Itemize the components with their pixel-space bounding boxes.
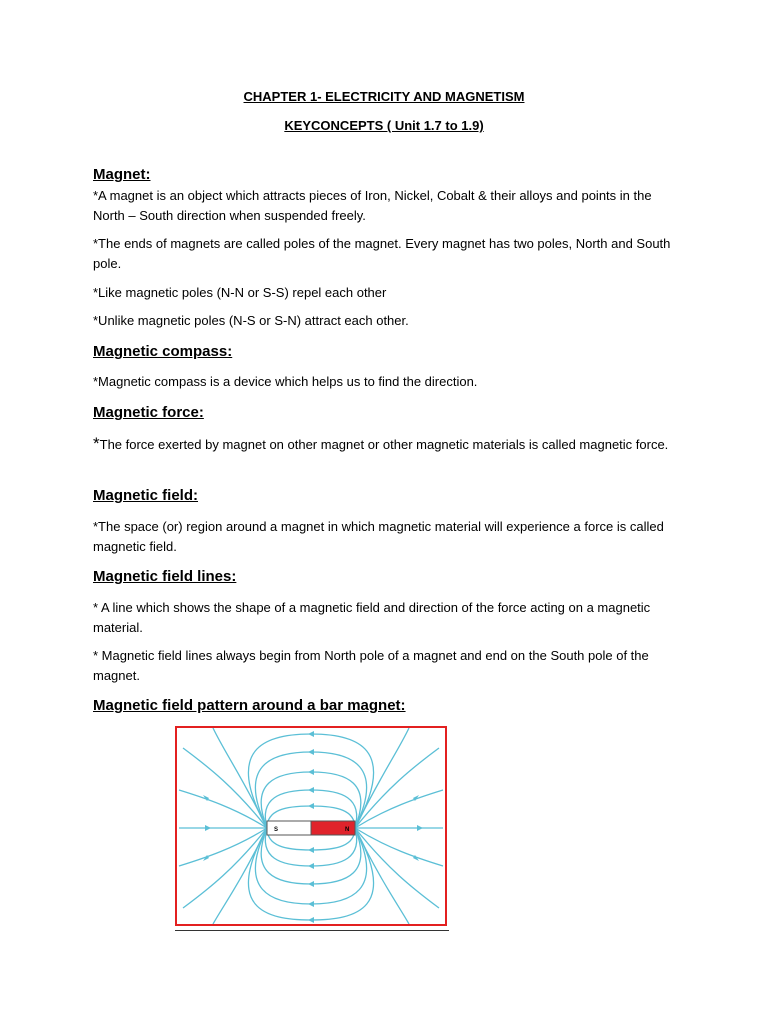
magnet-para-4: *Unlike magnetic poles (N-S or S-N) attract each other. xyxy=(93,313,409,328)
heading-force: Magnetic force: xyxy=(93,404,204,421)
chapter-title: CHAPTER 1- ELECTRICITY AND MAGNETISM xyxy=(243,89,525,104)
field-pattern-figure xyxy=(175,726,447,926)
force-star: * xyxy=(93,434,100,453)
field-line xyxy=(179,828,267,866)
south-label: S xyxy=(274,827,279,833)
field-line xyxy=(183,828,267,908)
field-line xyxy=(355,748,439,828)
heading-magnet: Magnet: xyxy=(93,166,151,183)
field-line xyxy=(261,772,361,828)
force-text: The force exerted by magnet on other magnet or other magnetic materials is called magnetic force. xyxy=(99,437,669,452)
field-line xyxy=(355,790,443,828)
field-para-1: *The space (or) region around a magnet in which magnetic material will experience a force is called magnetic field. xyxy=(93,519,664,554)
magnet-para-2: *The ends of magnets are called poles of the magnet. Every magnet has two poles, North and South pole. xyxy=(93,236,671,271)
field-line xyxy=(248,734,373,828)
compass-para-1: *Magnetic compass is a device which helps us to find the direction. xyxy=(93,374,478,389)
field-lines-para-1: * A line which shows the shape of a magnetic field and direction of the force acting on a magnetic material. xyxy=(93,600,651,635)
field-line xyxy=(248,828,373,920)
keyconcepts-title: KEYCONCEPTS ( Unit 1.7 to 1.9) xyxy=(284,118,484,133)
field-line xyxy=(183,748,267,828)
north-label: N xyxy=(345,827,350,833)
figure-underline xyxy=(175,930,449,931)
force-para-1 xyxy=(93,434,678,455)
magnet-para-3: *Like magnetic poles (N-N or S-S) repel each other xyxy=(93,285,387,300)
magnet-para-1: *A magnet is an object which attracts pieces of Iron, Nickel, Cobalt & their alloys and points in the North – South direction when suspended freely. xyxy=(93,188,652,223)
field-line xyxy=(261,828,361,884)
field-line xyxy=(355,828,443,866)
field-line xyxy=(355,828,439,908)
heading-field-lines: Magnetic field lines: xyxy=(93,568,237,585)
field-lines-para-2: * Magnetic field lines always begin from North pole of a magnet and end on the South pole of the magnet. xyxy=(93,648,649,683)
heading-field: Magnetic field: xyxy=(93,487,199,504)
heading-compass: Magnetic compass: xyxy=(93,343,233,360)
heading-pattern: Magnetic field pattern around a bar magnet: xyxy=(93,697,406,714)
field-pattern-diagram xyxy=(177,728,445,924)
field-line xyxy=(179,790,267,828)
